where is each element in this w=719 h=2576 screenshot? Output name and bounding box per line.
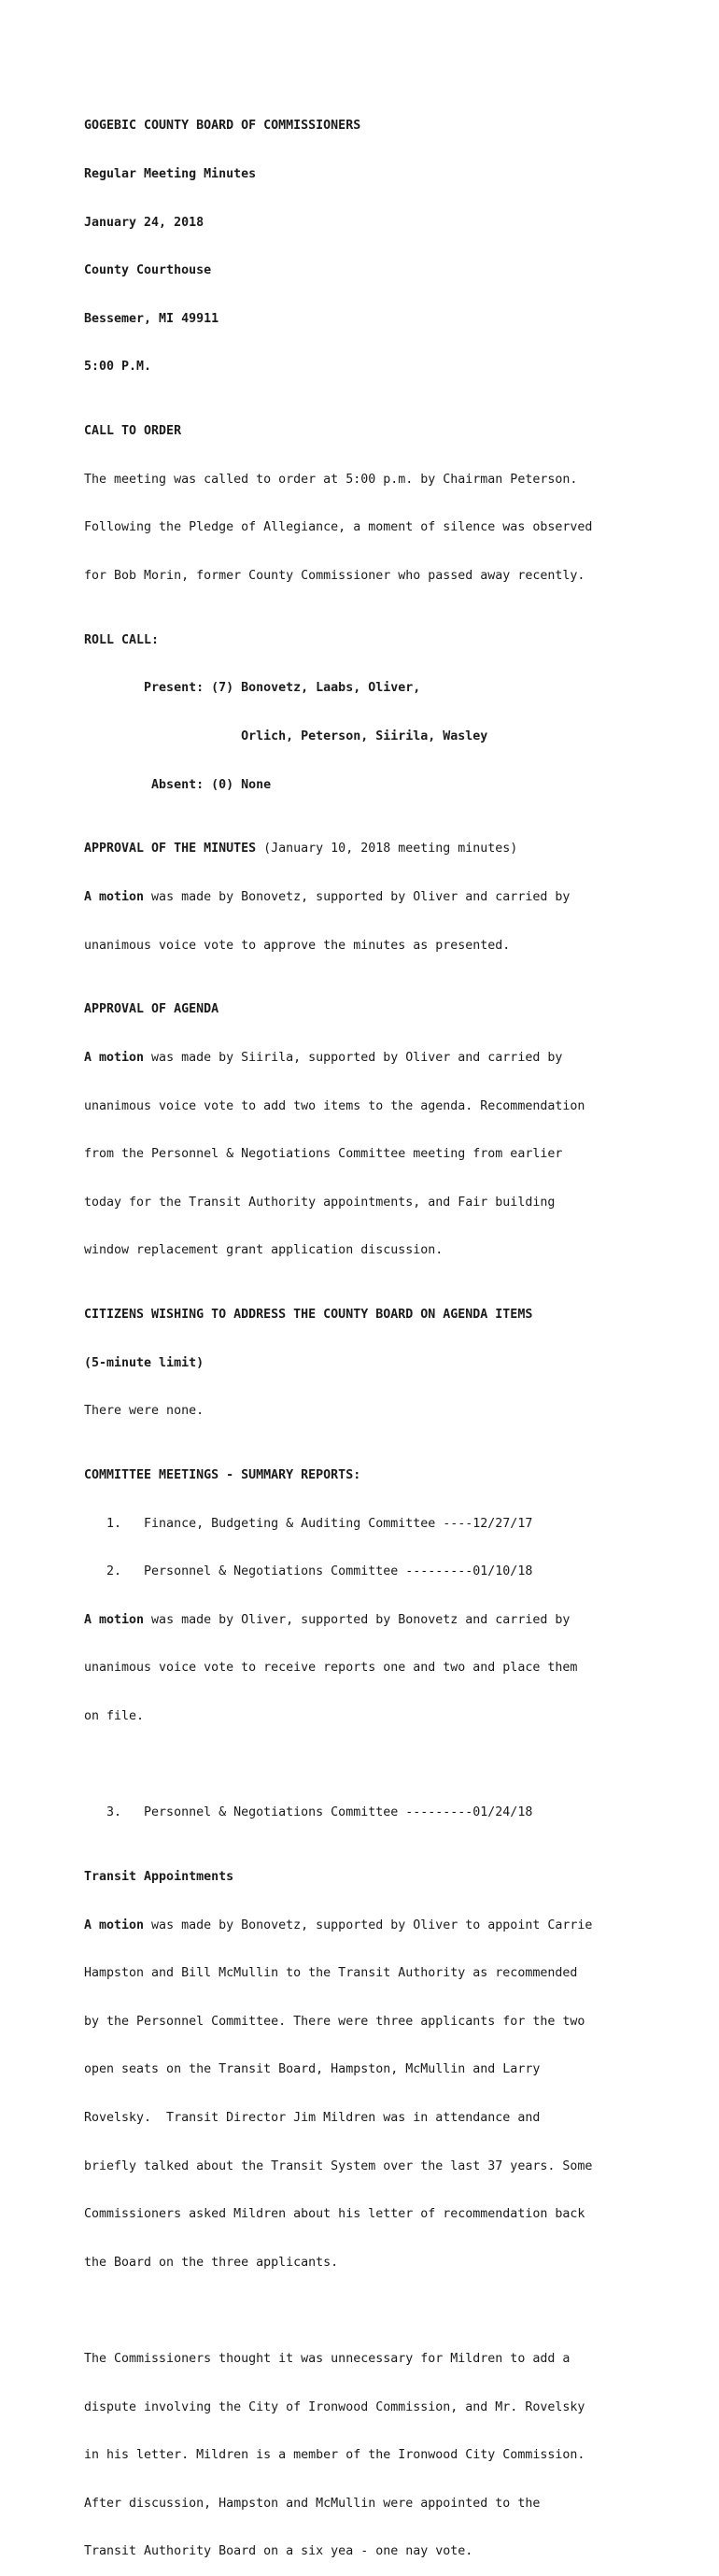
approval-minutes-note: (January 10, 2018 meeting minutes) bbox=[256, 842, 518, 856]
approval-minutes-motion bbox=[84, 889, 682, 905]
approval-minutes-heading: APPROVAL OF THE MINUTES bbox=[84, 842, 257, 856]
motion-lead: A motion bbox=[84, 1612, 145, 1627]
approval-minutes-line: unanimous voice vote to approve the minutes as presented. bbox=[84, 938, 511, 953]
call-to-order-heading: CALL TO ORDER bbox=[84, 424, 182, 439]
meeting-time: 5:00 P.M. bbox=[84, 360, 152, 375]
transit-line: Transit Authority Board on a six yea - one nay vote. bbox=[84, 2544, 473, 2559]
blank-line bbox=[84, 1757, 682, 1773]
transit-line: the Board on the three applicants. bbox=[84, 2255, 339, 2270]
approval-agenda-line: from the Personnel & Negotiations Committee meeting from earlier bbox=[84, 1147, 563, 1162]
approval-agenda-line: window replacement grant application discussion. bbox=[84, 1243, 444, 1258]
call-to-order-line: The meeting was called to order at 5:00 p.m. by Chairman Peterson. bbox=[84, 472, 578, 487]
transit-line: open seats on the Transit Board, Hampston, McMullin and Larry bbox=[84, 2062, 541, 2077]
meeting-type: Regular Meeting Minutes bbox=[84, 167, 257, 181]
meeting-date: January 24, 2018 bbox=[84, 215, 204, 230]
transit-line: briefly talked about the Transit System over the last 37 years. Some bbox=[84, 2158, 593, 2173]
call-to-order-line: Following the Pledge of Allegiance, a moment of silence was observed bbox=[84, 520, 593, 535]
committee-item: 1. Finance, Budgeting & Auditing Committee ----12/27/17 bbox=[84, 1516, 533, 1531]
committee-motion bbox=[84, 1612, 682, 1628]
citizens-text: There were none. bbox=[84, 1404, 204, 1419]
blank-line bbox=[84, 2302, 682, 2318]
roll-call-heading: ROLL CALL: bbox=[84, 632, 160, 647]
motion-lead: A motion bbox=[84, 1918, 145, 1932]
committee-line: unanimous voice vote to receive reports one and two and place them bbox=[84, 1661, 578, 1676]
approval-agenda-heading: APPROVAL OF AGENDA bbox=[84, 1002, 219, 1017]
motion-text: was made by Bonovetz, supported by Oliver to appoint Carrie bbox=[144, 1918, 593, 1932]
motion-text: was made by Oliver, supported by Bonovetz and carried by bbox=[144, 1612, 571, 1627]
transit-line: After discussion, Hampston and McMullin were appointed to the bbox=[84, 2496, 541, 2511]
minutes-document bbox=[84, 86, 682, 2576]
transit-line: Commissioners asked Mildren about his letter of recommendation back bbox=[84, 2207, 585, 2222]
committee-item: 2. Personnel & Negotiations Committee ---------01/10/18 bbox=[84, 1564, 533, 1579]
transit-line: Hampston and Bill McMullin to the Transit Authority as recommended bbox=[84, 1966, 578, 1981]
committee-item: 3. Personnel & Negotiations Committee ---------01/24/18 bbox=[84, 1805, 533, 1820]
roll-call-present-cont: Orlich, Peterson, Siirila, Wasley bbox=[84, 729, 488, 743]
transit-line: The Commissioners thought it was unnecessary for Mildren to add a bbox=[84, 2351, 571, 2366]
transit-line: by the Personnel Committee. There were three applicants for the two bbox=[84, 2014, 585, 2029]
motion-lead: A motion bbox=[84, 889, 145, 904]
committee-heading: COMMITTEE MEETINGS - SUMMARY REPORTS: bbox=[84, 1468, 361, 1483]
approval-agenda-line: today for the Transit Authority appointments, and Fair building bbox=[84, 1195, 556, 1210]
org-title: GOGEBIC COUNTY BOARD OF COMMISSIONERS bbox=[84, 119, 361, 134]
transit-line: in his letter. Mildren is a member of the Ironwood City Commission. bbox=[84, 2448, 585, 2463]
meeting-city: Bessemer, MI 49911 bbox=[84, 311, 219, 326]
roll-call-present: Present: (7) Bonovetz, Laabs, Oliver, bbox=[84, 681, 421, 696]
citizens-heading-limit: (5-minute limit) bbox=[84, 1355, 204, 1370]
approval-minutes-heading-line bbox=[84, 841, 682, 856]
motion-text: was made by Siirila, supported by Oliver and carried by bbox=[144, 1050, 563, 1065]
meeting-place: County Courthouse bbox=[84, 263, 212, 278]
motion-lead: A motion bbox=[84, 1050, 145, 1065]
transit-line: dispute involving the City of Ironwood Commission, and Mr. Rovelsky bbox=[84, 2399, 585, 2414]
approval-agenda-line: unanimous voice vote to add two items to the agenda. Recommendation bbox=[84, 1098, 585, 1113]
transit-motion bbox=[84, 1918, 682, 1933]
motion-text: was made by Bonovetz, supported by Oliver and carried by bbox=[144, 889, 571, 904]
roll-call-absent: Absent: (0) None bbox=[84, 777, 272, 792]
citizens-heading: CITIZENS WISHING TO ADDRESS THE COUNTY BOARD ON AGENDA ITEMS bbox=[84, 1308, 533, 1323]
transit-line: Rovelsky. Transit Director Jim Mildren was in attendance and bbox=[84, 2110, 541, 2125]
call-to-order-line: for Bob Morin, former County Commissioner who passed away recently. bbox=[84, 568, 585, 583]
committee-line: on file. bbox=[84, 1709, 145, 1724]
transit-heading: Transit Appointments bbox=[84, 1870, 234, 1885]
approval-agenda-motion bbox=[84, 1050, 682, 1066]
